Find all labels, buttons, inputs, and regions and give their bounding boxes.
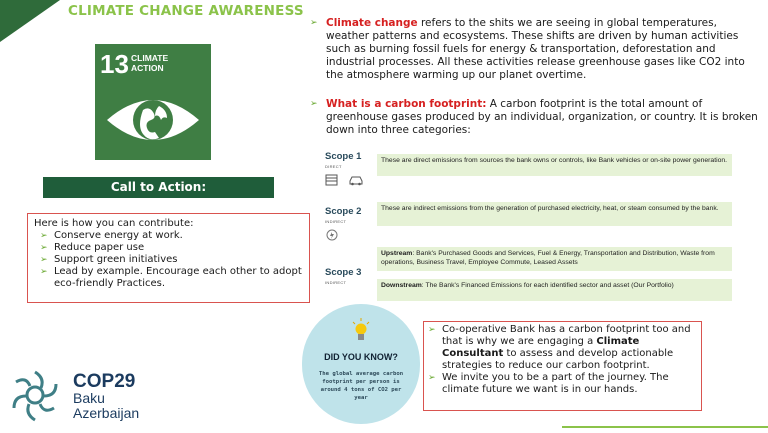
arrow-bullet-icon: ➢ — [310, 99, 318, 109]
corner-decoration — [0, 0, 60, 42]
list-item: ➢ Conserve energy at work. — [40, 230, 303, 242]
eye-globe-icon — [103, 88, 203, 152]
divider — [562, 426, 768, 428]
contribute-box — [27, 213, 310, 303]
arrow-bullet-icon: ➢ — [310, 18, 318, 28]
car-icon — [348, 174, 364, 186]
scope1-label: Scope 1 DIRECT — [325, 151, 362, 169]
cop29-emblem-icon — [0, 362, 70, 428]
list-item: ➢ Support green initiatives — [40, 254, 303, 266]
did-you-know-heading: DID YOU KNOW? — [324, 352, 398, 362]
power-icon — [326, 229, 338, 241]
carbon-footprint-paragraph: ➢ What is a carbon footprint: A carbon footprint is the total amount of greenhouse gases produced by an individual, organization, or country. It is broken down into three categories: — [310, 98, 758, 136]
scope3-upstream: Upstream: Bank's Purchased Goods and Services, Fuel & Energy, Transportation and Distribution, Waste from operations, Business Travel, Employee Commute, Leased Assets — [377, 247, 732, 271]
scope3-label: Scope 3 INDIRECT — [325, 267, 362, 285]
contribute-intro: Here is how you can contribute: — [34, 218, 194, 229]
lightbulb-icon — [352, 318, 370, 344]
list-item: ➢ Co-operative Bank has a carbon footprint too and that is why we are engaging a Climate Consultant to assess and develop actionable strategies to reduce our carbon footprint. — [442, 324, 695, 372]
scope2-description: These are indirect emissions from the generation of purchased electricity, heat, or steam consumed by the bank. — [377, 202, 732, 226]
list-item: ➢ Reduce paper use — [40, 242, 303, 254]
list-item: ➢ Lead by example. Encourage each other to adopt eco-friendly Practices. — [40, 266, 303, 290]
call-to-action-banner: Call to Action: — [43, 177, 274, 198]
building-icon — [325, 174, 338, 186]
scope3-downstream: Downstream: The Bank's Financed Emissions for each identified sector and asset (Our Portfolio) — [377, 279, 732, 301]
scope2-label: Scope 2 INDIRECT — [325, 206, 362, 224]
sdg-number: 13 — [100, 49, 129, 79]
did-you-know-text: The global average carbon footprint per person is around 4 tons of CO2 per year — [318, 371, 404, 401]
sdg-label: CLIMATE ACTION — [131, 53, 169, 73]
scope1-description: These are direct emissions from sources the bank owns or controls, like Bank vehicles or on-site power generation. — [377, 154, 732, 176]
climate-change-paragraph: ➢ Climate change refers to the shits we are seeing in global temperatures, weather patterns and ecosystems. These shifts are driven by human activities such as burning fossil fuels for energy & transportation, deforestation and industrial processes. All these activities release greenhouse gases like CO2 into the atmosphere warming up our planet overtime. — [310, 17, 745, 81]
list-item: ➢ We invite you to be a part of the journey. The climate future we want is in our hands. — [442, 372, 695, 396]
page-title: CLIMATE CHANGE AWARENESS — [68, 3, 304, 19]
contribute-list — [40, 230, 303, 290]
cop29-logo: COP29 Baku Azerbaijan — [73, 371, 140, 421]
sdg13-logo — [95, 44, 211, 160]
coop-bank-box — [423, 321, 702, 411]
